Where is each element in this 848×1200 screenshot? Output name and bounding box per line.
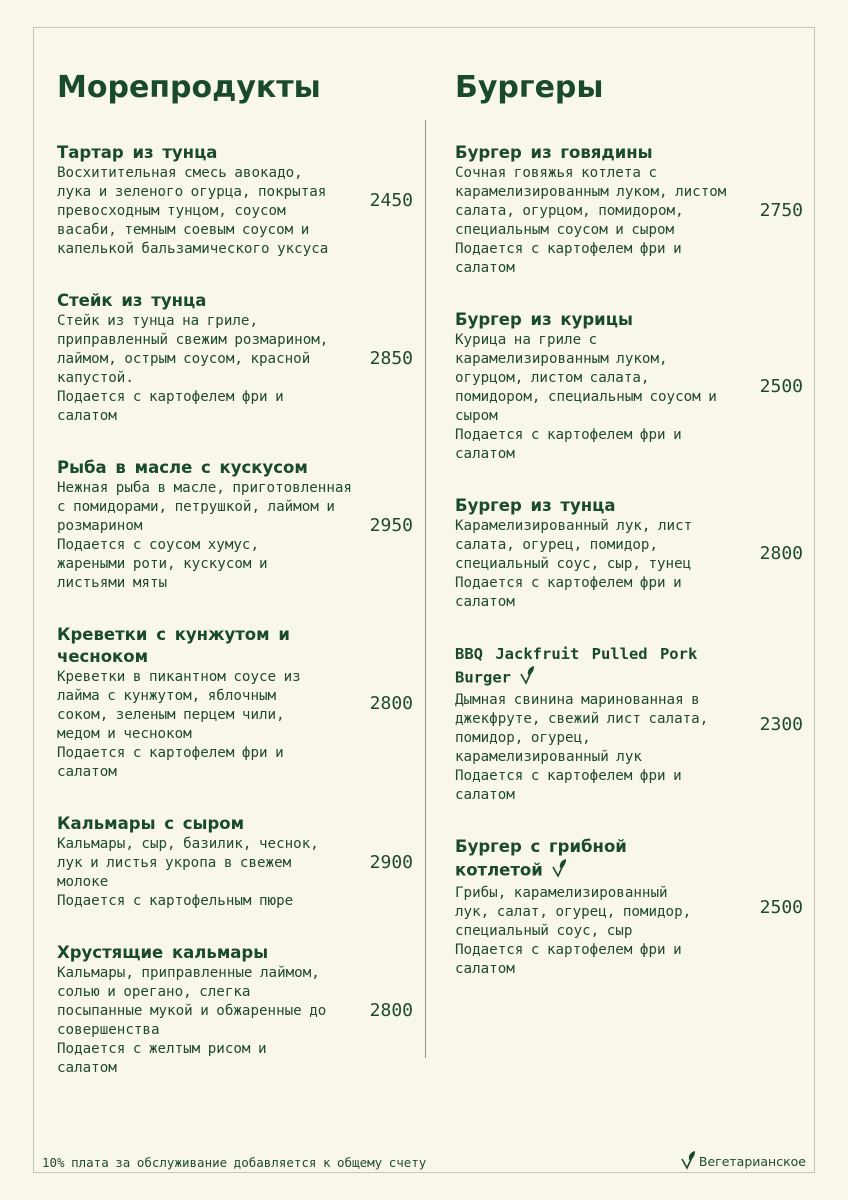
item-name: Бургер из тунца <box>455 496 616 515</box>
burgers-column <box>455 66 807 979</box>
menu-item <box>455 643 807 805</box>
item-price: 2850 <box>369 347 413 369</box>
item-name: Хрустящие кальмары <box>57 943 269 962</box>
item-name: Креветки с кунжутом и чесноком <box>57 625 290 666</box>
item-side-dish: Подается с желтым рисом и салатом <box>57 1041 267 1076</box>
item-price: 2450 <box>369 190 413 211</box>
menu-item <box>57 290 417 426</box>
leaf-check-icon <box>680 1150 699 1173</box>
item-description: Кальмары, сыр, базилик, чеснок, лук и листья укропа в свежем молоке <box>57 836 319 890</box>
service-charge-note: 10% плата за обслуживание добавляется к общему счету <box>42 1155 427 1170</box>
seafood-column <box>57 66 417 1078</box>
item-name: Стейк из тунца <box>57 291 207 310</box>
item-description: Нежная рыба в масле, приготовленная с помидорами, петрушкой, лаймом и розмарином <box>57 480 352 534</box>
item-name-text: BBQ Jackfruit Pulled Pork Burger <box>455 645 698 687</box>
vegetarian-legend-label: Вегетарианское <box>698 1154 806 1169</box>
item-price: 2800 <box>759 543 803 564</box>
item-price: 2300 <box>759 713 803 735</box>
item-side-dish: Подается с картофелем фри и салатом <box>455 427 682 462</box>
item-description: Креветки в пикантном соусе из лайма с кунжутом, яблочным соком, зеленым перцем чили, медом и чесноком <box>57 669 301 742</box>
menu-item <box>455 836 807 979</box>
item-side-dish: Подается с соусом хумус, жареными роти, кускусом и листьями мяты <box>57 537 268 591</box>
item-side-dish: Подается с картофелем фри и салатом <box>455 575 682 610</box>
menu-item <box>57 624 417 782</box>
item-description: Дымная свинина маринованная в джекфруте, свежий лист салата, помидор, огурец, карамелизированный лук <box>455 692 709 765</box>
item-price: 2950 <box>369 514 413 536</box>
item-side-dish: Подается с картофелем фри и салатом <box>57 745 284 780</box>
item-price: 2500 <box>759 897 803 918</box>
item-side-dish: Подается с картофелем фри и салатом <box>57 389 284 424</box>
burgers-title: Бургеры <box>455 70 604 105</box>
item-name: Бургер из говядины <box>455 143 653 162</box>
item-price: 2900 <box>369 851 413 873</box>
item-side-dish: Подается с картофельным пюре <box>57 893 294 909</box>
item-name <box>455 643 753 691</box>
item-description: Грибы, карамелизированный лук, салат, огурец, помидор, специальный соус, сыр <box>455 885 692 939</box>
column-divider <box>425 120 426 1058</box>
menu-item <box>57 942 417 1078</box>
vegetarian-leaf-icon <box>519 665 535 691</box>
menu-item <box>455 142 807 278</box>
item-description: Восхитительная смесь авокадо, лука и зеленого огурца, покрытая превосходным тунцом, соусом васаби, темным соевым соусом и капелькой бальзамического уксуса <box>57 165 329 257</box>
item-description: Сочная говяжья котлета с карамелизированным луком, листом салата, огурцом, помидором, специальным соусом и сыром <box>455 165 727 238</box>
menu-item <box>57 457 417 593</box>
item-description: Кальмары, приправленные лаймом, солью и орегано, слегка посыпанные мукой и обжаренные до совершенства <box>57 965 327 1038</box>
item-price: 2800 <box>369 999 413 1021</box>
item-side-dish: Подается с картофелем фри и салатом <box>455 942 682 977</box>
item-side-dish: Подается с картофелем фри и салатом <box>455 768 682 803</box>
item-name: Бургер из курицы <box>455 310 633 329</box>
item-description: Карамелизированный лук, лист салата, огурец, помидор, специальный соус, сыр, тунец <box>455 518 693 572</box>
item-name-text: Бургер с грибной котлетой <box>455 837 627 880</box>
item-price: 2750 <box>759 199 803 221</box>
vegetarian-leaf-icon <box>551 858 567 884</box>
item-description: Курица на гриле с карамелизированным луком, огурцом, листом салата, помидором, специальным соусом и сыром <box>455 332 717 424</box>
item-name: Тартар из тунца <box>57 143 218 162</box>
menu-item <box>455 309 807 464</box>
item-side-dish: Подается с картофелем фри и салатом <box>455 241 682 276</box>
item-price: 2800 <box>369 692 413 714</box>
menu-item <box>57 813 417 911</box>
item-name: Кальмары с сыром <box>57 814 245 833</box>
vegetarian-legend <box>680 1150 806 1173</box>
item-description: Стейк из тунца на гриле, приправленный свежим розмарином, лаймом, острым соусом, красной капустой. <box>57 313 329 386</box>
item-price: 2500 <box>759 376 803 397</box>
menu-item <box>455 495 807 612</box>
seafood-title: Морепродукты <box>57 70 321 105</box>
menu-item <box>57 142 417 259</box>
item-name: Рыба в масле с кускусом <box>57 458 308 477</box>
item-name <box>455 836 675 884</box>
